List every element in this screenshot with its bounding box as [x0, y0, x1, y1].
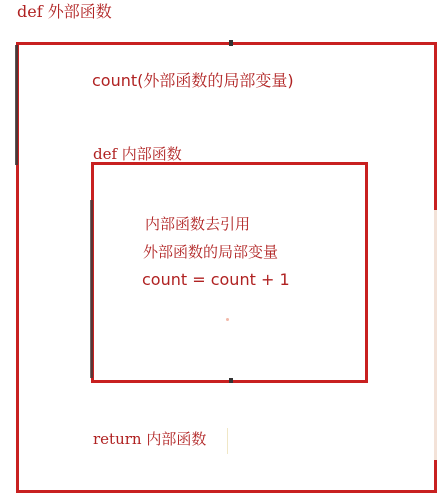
inner-body-line-3: count = count + 1 — [142, 270, 290, 289]
inner-box-bottom-tick — [229, 378, 233, 383]
outer-function-definition: def 外部函数 — [17, 2, 112, 21]
inner-box-faint-dot — [226, 318, 229, 321]
outer-return-statement: return 内部函数 — [93, 430, 207, 448]
inner-body-line-2: 外部函数的局部变量 — [143, 243, 279, 261]
text-cursor-mark — [227, 428, 228, 454]
outer-box-right-faint-edge — [434, 210, 437, 460]
inner-body-line-1: 内部函数去引用 — [145, 215, 251, 233]
inner-function-definition: def 内部函数 — [93, 145, 182, 163]
outer-box-left-shadow — [15, 45, 18, 165]
inner-box-left-shadow — [90, 200, 93, 378]
outer-box-top-tick — [229, 40, 233, 46]
outer-local-variable-label: count(外部函数的局部变量) — [92, 71, 294, 90]
